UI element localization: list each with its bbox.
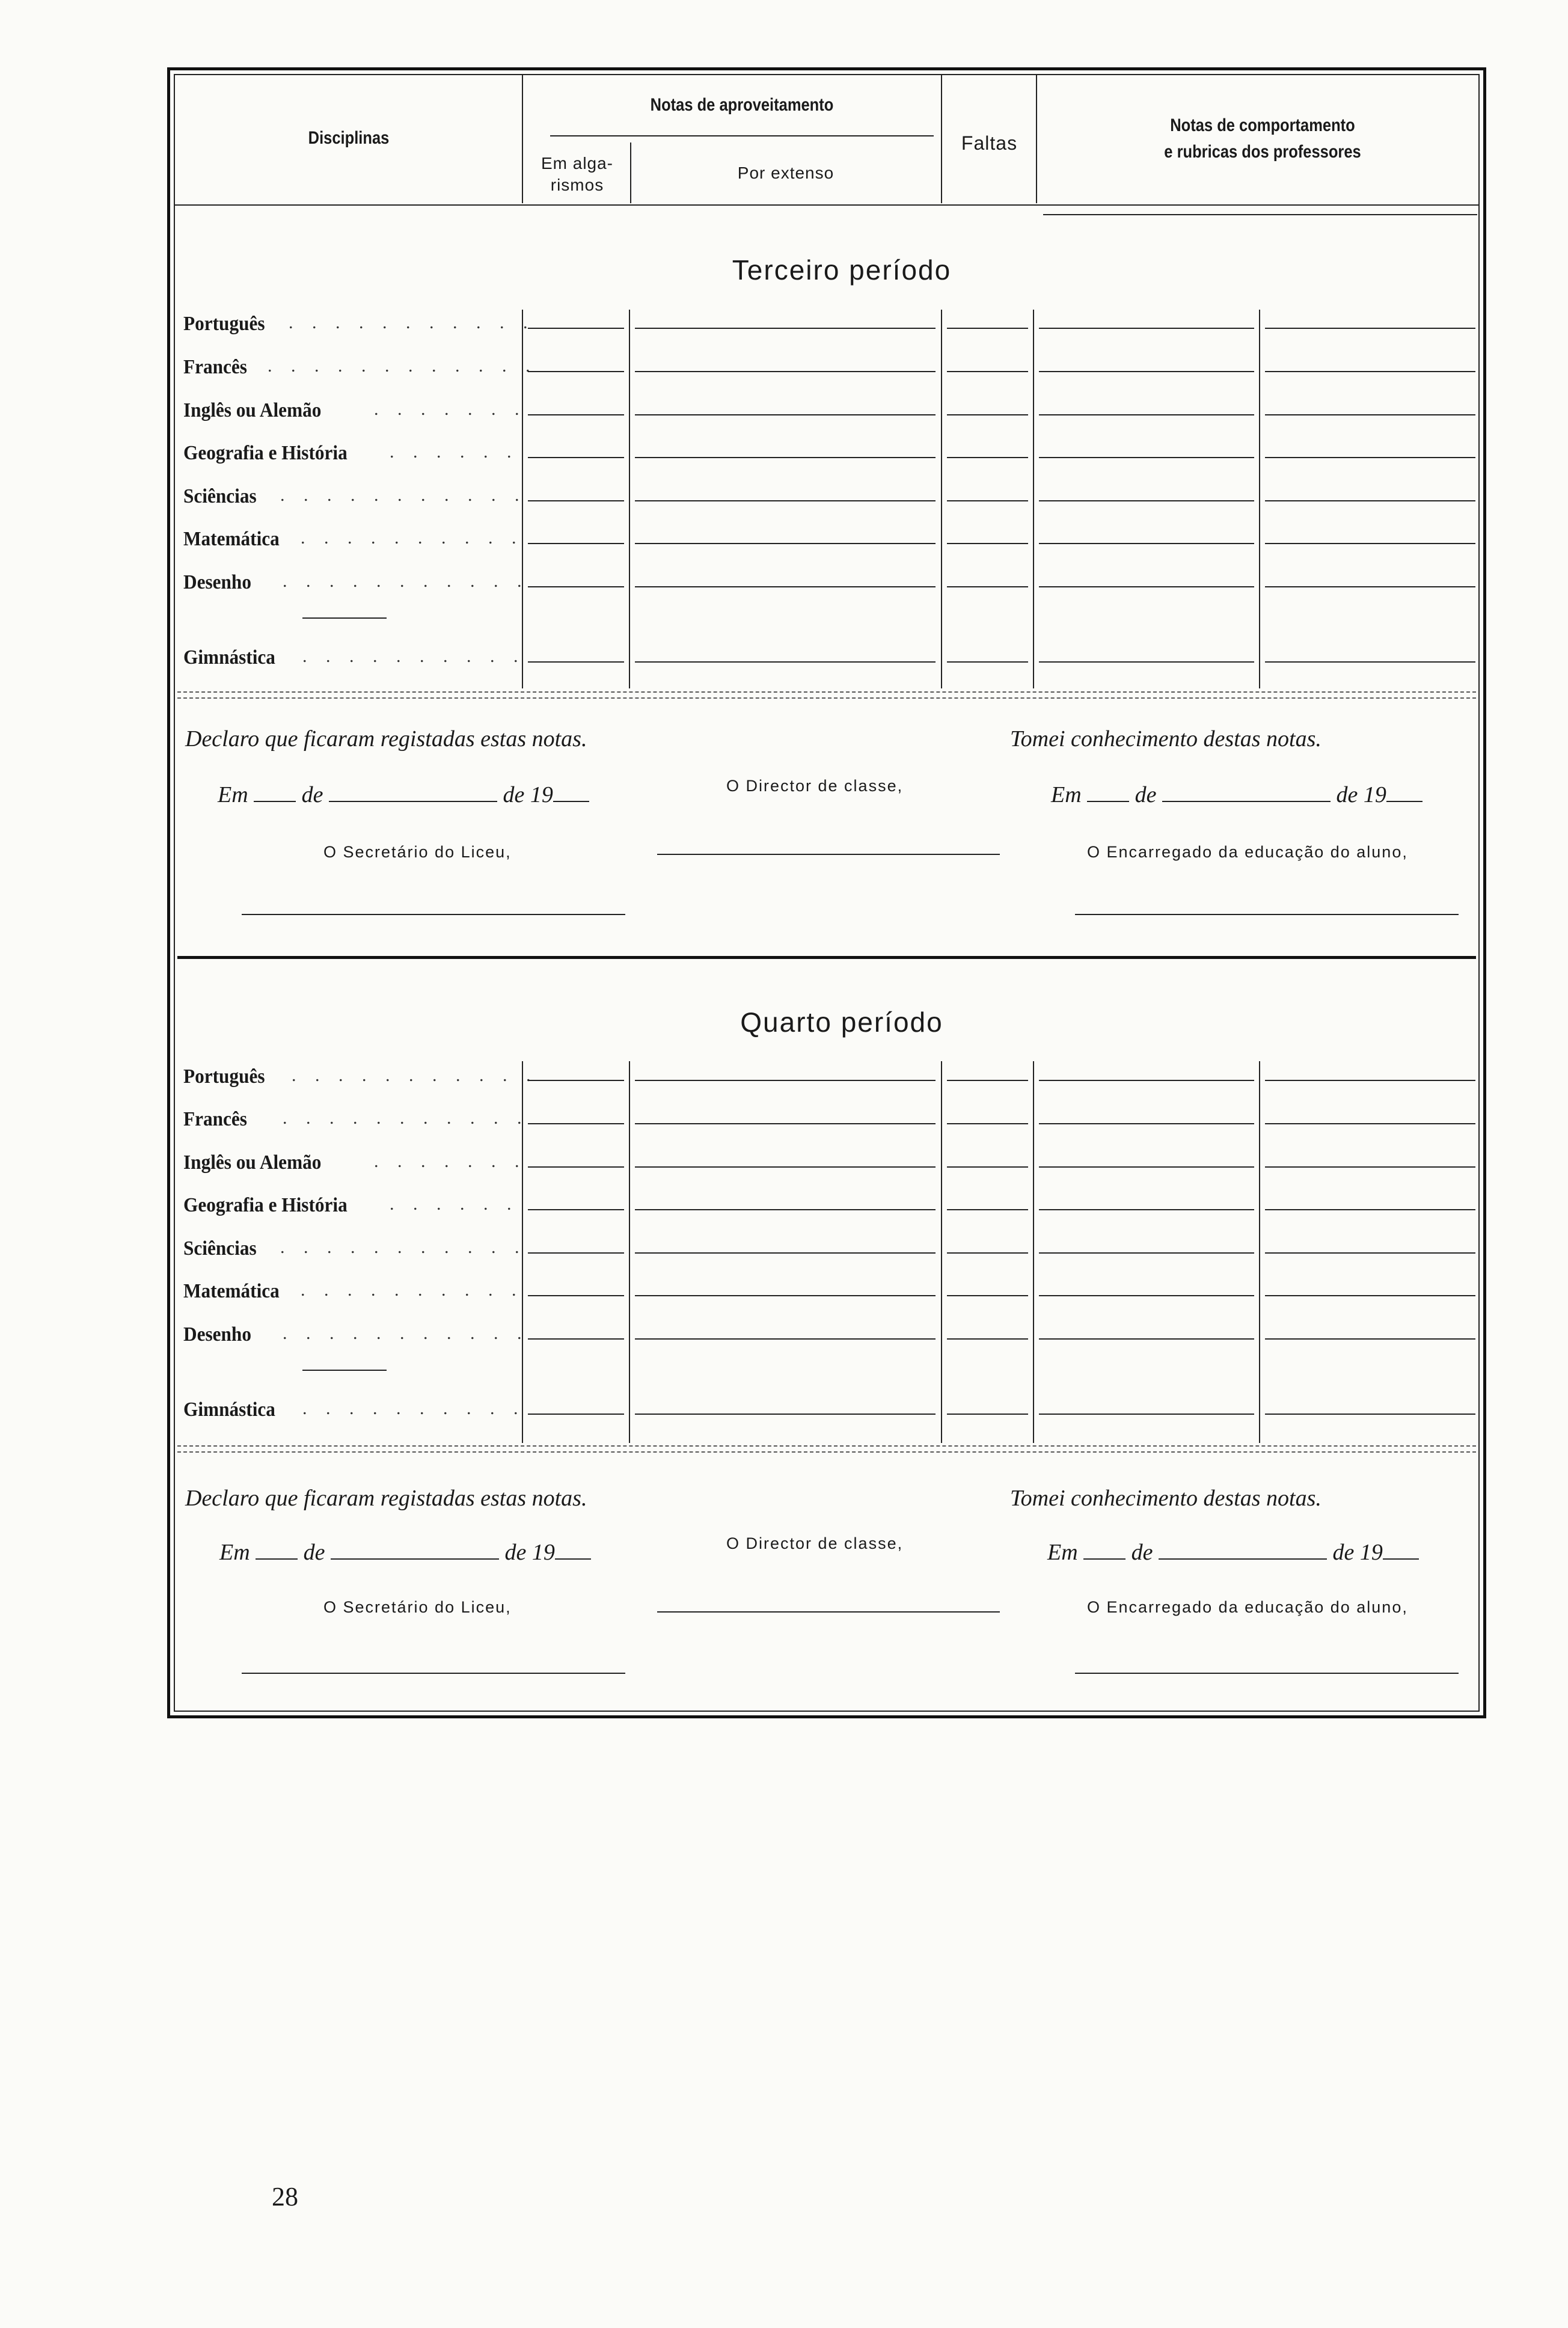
entry-line bbox=[1039, 1414, 1254, 1415]
entry-line bbox=[635, 586, 936, 587]
subject-label: Inglês ou Alemão bbox=[183, 1151, 322, 1174]
entry-line bbox=[635, 1338, 936, 1340]
subject-label: Português bbox=[183, 313, 265, 335]
entry-line bbox=[635, 328, 936, 329]
entry-line bbox=[947, 414, 1028, 415]
entry-line bbox=[947, 661, 1028, 663]
dot-leader: . . . . . . . . . . . bbox=[292, 1065, 538, 1085]
entry-line bbox=[635, 661, 936, 663]
subject-label: Desenho bbox=[183, 571, 251, 593]
entry-line bbox=[947, 371, 1028, 372]
entry-line bbox=[947, 1252, 1028, 1254]
dot-leader: . . . . . . . bbox=[374, 399, 527, 419]
entry-line bbox=[1039, 1338, 1254, 1340]
blank-subject-line bbox=[302, 617, 387, 619]
date-em: Em bbox=[219, 1540, 250, 1565]
director-label: O Director de classe, bbox=[726, 1534, 904, 1552]
entry-line bbox=[1039, 500, 1254, 501]
dot-leader: . . . . . . . . . . . bbox=[280, 485, 527, 505]
entry-line bbox=[635, 1414, 936, 1415]
dot-leader: . . . . . . . . . . bbox=[302, 646, 525, 666]
date-de19: de 19 bbox=[1332, 1540, 1383, 1565]
entry-line bbox=[1265, 586, 1475, 587]
entry-line bbox=[1265, 543, 1475, 544]
encarregado-label: O Encarregado da educação do aluno, bbox=[1087, 1598, 1408, 1616]
dot-leader: . . . . . . . . . . . . bbox=[268, 356, 537, 376]
entry-line bbox=[1265, 328, 1475, 329]
header-disciplinas: Disciplinas bbox=[308, 128, 390, 148]
entry-line bbox=[528, 1295, 624, 1296]
entry-line bbox=[635, 1295, 936, 1296]
entry-line bbox=[947, 586, 1028, 587]
date-de19: de 19 bbox=[504, 1540, 555, 1565]
header-notas-aproveitamento: Notas de aproveitamento bbox=[650, 95, 834, 115]
dot-leader: . . . . . . . . . . . bbox=[283, 571, 529, 591]
header-em-algarismos-1: Em alga- bbox=[541, 154, 614, 173]
entry-line bbox=[635, 1166, 936, 1168]
entry-line bbox=[635, 1080, 936, 1081]
date-de: de bbox=[301, 782, 323, 807]
entry-line bbox=[1265, 371, 1475, 372]
period-title: Quarto período bbox=[740, 1006, 943, 1038]
entry-line bbox=[947, 328, 1028, 329]
header-bottom-rule bbox=[1043, 214, 1477, 215]
header-comportamento-1: Notas de comportamento bbox=[1170, 115, 1355, 135]
section-divider bbox=[177, 1445, 1476, 1447]
date-de: de bbox=[1135, 782, 1157, 807]
dot-leader: . . . . . . bbox=[390, 1194, 519, 1214]
entry-line bbox=[1265, 457, 1475, 458]
entry-line bbox=[1265, 661, 1475, 663]
section-divider bbox=[177, 697, 1476, 699]
grid-column bbox=[1033, 310, 1034, 688]
entry-line bbox=[947, 1080, 1028, 1081]
header-divider bbox=[1036, 75, 1037, 203]
entry-line bbox=[1039, 328, 1254, 329]
entry-line bbox=[528, 586, 624, 587]
entry-line bbox=[528, 1414, 624, 1415]
entry-line bbox=[635, 1209, 936, 1210]
entry-line bbox=[1039, 1123, 1254, 1124]
entry-line bbox=[1265, 1123, 1475, 1124]
entry-line bbox=[947, 1209, 1028, 1210]
subject-label: Gimnástica bbox=[183, 646, 275, 669]
entry-line bbox=[947, 1414, 1028, 1415]
dot-leader: . . . . . . . . . . . bbox=[283, 1108, 529, 1128]
entry-line bbox=[1039, 543, 1254, 544]
date-em: Em bbox=[1051, 782, 1082, 807]
entry-line bbox=[1039, 371, 1254, 372]
header-comportamento-2: e rubricas dos professores bbox=[1164, 142, 1361, 162]
header-por-extenso: Por extenso bbox=[737, 164, 835, 182]
blank-subject-line bbox=[302, 1370, 387, 1371]
entry-line bbox=[635, 500, 936, 501]
entry-line bbox=[1265, 1209, 1475, 1210]
entry-line bbox=[528, 1080, 624, 1081]
entry-line bbox=[947, 1338, 1028, 1340]
entry-line bbox=[1265, 1295, 1475, 1296]
date-em: Em bbox=[218, 782, 248, 807]
grid-column bbox=[1259, 1061, 1260, 1443]
subject-label: Gimnástica bbox=[183, 1398, 275, 1421]
entry-line bbox=[635, 1123, 936, 1124]
entry-line bbox=[528, 1166, 624, 1168]
subject-label: Geografia e História bbox=[183, 442, 348, 464]
entry-line bbox=[1265, 1080, 1475, 1081]
subject-label: Matemática bbox=[183, 1280, 280, 1302]
dot-leader: . . . . . . bbox=[390, 442, 519, 462]
header-divider bbox=[941, 75, 942, 203]
date-line bbox=[219, 1539, 591, 1566]
grid-column bbox=[1033, 1061, 1034, 1443]
subject-label: Sciências bbox=[183, 485, 257, 507]
entry-line bbox=[528, 1252, 624, 1254]
entry-line bbox=[947, 500, 1028, 501]
header-bottom-rule bbox=[175, 204, 1480, 206]
signature-line-secretario bbox=[242, 914, 625, 915]
header-divider bbox=[630, 142, 631, 203]
date-em: Em bbox=[1047, 1540, 1078, 1565]
entry-line bbox=[1265, 500, 1475, 501]
dot-leader: . . . . . . . bbox=[374, 1151, 527, 1171]
entry-line bbox=[528, 543, 624, 544]
entry-line bbox=[1265, 414, 1475, 415]
header-divider bbox=[522, 75, 523, 203]
date-de19: de 19 bbox=[503, 782, 553, 807]
entry-line bbox=[1039, 457, 1254, 458]
declaro-text: Declaro que ficaram registadas estas notas. bbox=[185, 726, 587, 752]
entry-line bbox=[528, 1338, 624, 1340]
entry-line bbox=[1039, 661, 1254, 663]
dot-leader: . . . . . . . . . . bbox=[301, 528, 524, 548]
grid-column bbox=[629, 310, 630, 688]
entry-line bbox=[1265, 1166, 1475, 1168]
subject-label: Português bbox=[183, 1065, 265, 1088]
entry-line bbox=[1039, 1080, 1254, 1081]
tomei-text: Tomei conhecimento destas notas. bbox=[1010, 726, 1321, 752]
entry-line bbox=[1039, 414, 1254, 415]
entry-line bbox=[1039, 1209, 1254, 1210]
signature-line-encarregado bbox=[1075, 914, 1459, 915]
encarregado-label: O Encarregado da educação do aluno, bbox=[1087, 843, 1408, 861]
entry-line bbox=[1039, 1166, 1254, 1168]
entry-line bbox=[1265, 1414, 1475, 1415]
secretario-label: O Secretário do Liceu, bbox=[323, 843, 512, 861]
entry-line bbox=[635, 543, 936, 544]
entry-line bbox=[1039, 1295, 1254, 1296]
director-label: O Director de classe, bbox=[726, 777, 904, 795]
date-de: de bbox=[1131, 1540, 1153, 1565]
grid-column bbox=[941, 1061, 942, 1443]
dot-leader: . . . . . . . . . . . bbox=[280, 1237, 527, 1257]
header-faltas: Faltas bbox=[961, 132, 1018, 154]
entry-line bbox=[528, 1123, 624, 1124]
dot-leader: . . . . . . . . . . . bbox=[289, 313, 535, 332]
dot-leader: . . . . . . . . . . bbox=[302, 1398, 525, 1418]
subject-label: Sciências bbox=[183, 1237, 257, 1260]
entry-line bbox=[947, 1295, 1028, 1296]
entry-line bbox=[528, 457, 624, 458]
section-divider bbox=[177, 1451, 1476, 1453]
entry-line bbox=[528, 414, 624, 415]
subject-label: Desenho bbox=[183, 1323, 251, 1346]
date-line bbox=[1047, 1539, 1419, 1566]
subject-label: Inglês ou Alemão bbox=[183, 399, 322, 421]
entry-line bbox=[528, 661, 624, 663]
subject-label: Matemática bbox=[183, 528, 280, 550]
header-em-algarismos-2: rismos bbox=[550, 176, 604, 194]
subject-label: Francês bbox=[183, 1108, 247, 1130]
entry-line bbox=[528, 328, 624, 329]
grid-column bbox=[629, 1061, 630, 1443]
entry-line bbox=[947, 1166, 1028, 1168]
grid-column bbox=[941, 310, 942, 688]
entry-line bbox=[528, 371, 624, 372]
entry-line bbox=[1039, 586, 1254, 587]
secretario-label: O Secretário do Liceu, bbox=[323, 1598, 512, 1616]
signature-line-encarregado bbox=[1075, 1673, 1459, 1674]
date-line bbox=[218, 782, 589, 808]
entry-line bbox=[1039, 1252, 1254, 1254]
entry-line bbox=[528, 500, 624, 501]
date-de19: de 19 bbox=[1336, 782, 1386, 807]
entry-line bbox=[635, 414, 936, 415]
entry-line bbox=[947, 457, 1028, 458]
period-title: Terceiro período bbox=[732, 254, 952, 286]
declaro-text: Declaro que ficaram registadas estas notas. bbox=[185, 1486, 587, 1511]
entry-line bbox=[635, 457, 936, 458]
signature-line-director bbox=[657, 1611, 1000, 1613]
page-number: 28 bbox=[272, 2182, 298, 2211]
entry-line bbox=[635, 371, 936, 372]
subject-label: Francês bbox=[183, 356, 247, 378]
dot-leader: . . . . . . . . . . bbox=[301, 1280, 524, 1300]
entry-line bbox=[1265, 1252, 1475, 1254]
date-de: de bbox=[303, 1540, 325, 1565]
entry-line bbox=[947, 543, 1028, 544]
signature-line-secretario bbox=[242, 1673, 625, 1674]
tomei-text: Tomei conhecimento destas notas. bbox=[1010, 1486, 1321, 1511]
subject-label: Geografia e História bbox=[183, 1194, 348, 1216]
entry-line bbox=[635, 1252, 936, 1254]
entry-line bbox=[947, 1123, 1028, 1124]
period-separator bbox=[177, 956, 1476, 959]
signature-line-director bbox=[657, 854, 1000, 855]
entry-line bbox=[1265, 1338, 1475, 1340]
grid-column bbox=[1259, 310, 1260, 688]
entry-line bbox=[528, 1209, 624, 1210]
dot-leader: . . . . . . . . . . . bbox=[283, 1323, 529, 1343]
date-line bbox=[1051, 782, 1423, 808]
section-divider bbox=[177, 691, 1476, 693]
header-rule bbox=[550, 135, 934, 136]
